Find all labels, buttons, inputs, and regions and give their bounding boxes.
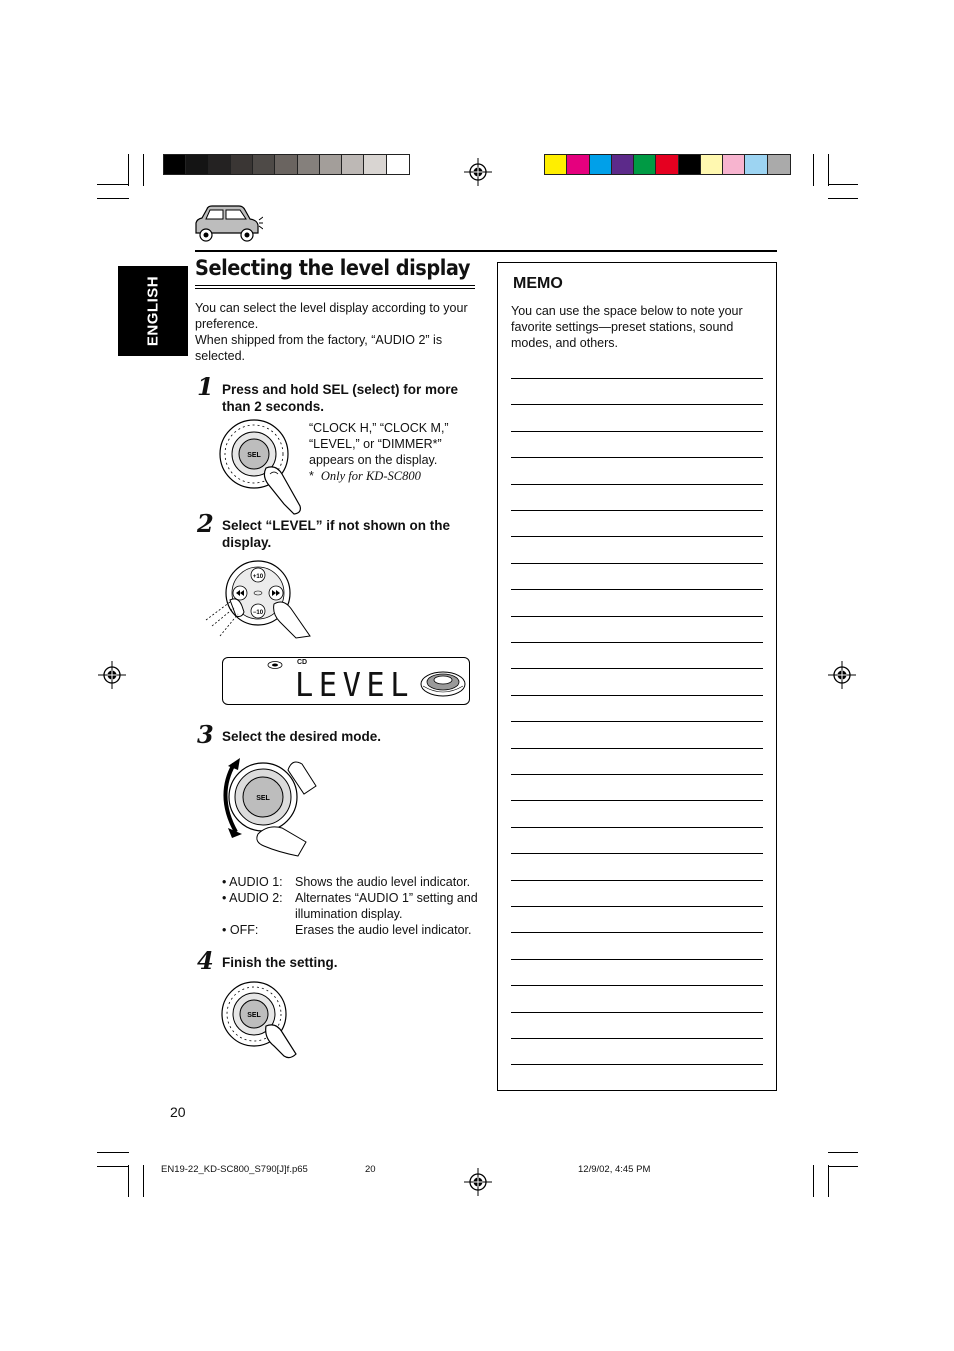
color-swatch — [768, 155, 790, 174]
mode-key: • AUDIO 2: — [222, 891, 283, 905]
mode-item — [222, 922, 480, 938]
grayscale-color-bar — [163, 154, 410, 175]
footer-date: 12/9/02, 4:45 PM — [578, 1164, 651, 1175]
color-swatch — [590, 155, 612, 174]
language-tab-label: ENGLISH — [144, 275, 162, 347]
memo-line — [511, 668, 763, 669]
memo-text: You can use the space below to note your favorite settings—preset stations, sound modes, and others. — [511, 304, 743, 350]
memo-line — [511, 959, 763, 960]
footer-file-name: EN19-22_KD-SC800_S790[J]f.p65 — [161, 1164, 308, 1175]
memo-line — [511, 774, 763, 775]
color-swatch — [275, 155, 297, 174]
registration-mark-top-icon — [464, 158, 492, 186]
intro-line: When shipped from the factory, “AUDIO 2” is selected. — [195, 333, 443, 363]
memo-line — [511, 431, 763, 432]
sel-button-label: SEL — [247, 452, 261, 459]
car-icon — [193, 203, 263, 245]
footnote-mark: * — [309, 469, 314, 483]
memo-line — [511, 457, 763, 458]
color-swatch — [745, 155, 767, 174]
registration-mark-left-icon — [98, 661, 126, 689]
display-cd-indicator: CD — [297, 659, 308, 666]
step-1-number: 1 — [197, 372, 214, 401]
intro-text — [195, 300, 480, 364]
memo-line — [511, 906, 763, 907]
footnote-text: Only for KD-SC800 — [320, 469, 421, 483]
step-1-text: Press and hold SEL (select) for more than 2 seconds. — [222, 382, 459, 414]
color-swatch — [387, 155, 409, 174]
sel-button-label: SEL — [247, 1012, 261, 1019]
step-1-footnote — [309, 468, 479, 484]
memo-line — [511, 404, 763, 405]
registration-mark-right-icon — [828, 661, 856, 689]
display-level-text: LEVEL — [295, 665, 414, 704]
language-tab — [118, 266, 188, 356]
step-3-text: Select the desired mode. — [222, 729, 382, 744]
color-swatch — [164, 155, 186, 174]
color-swatch — [231, 155, 253, 174]
color-swatch — [209, 155, 231, 174]
header-rule — [195, 250, 777, 252]
sel-button-press-illustration — [218, 418, 308, 518]
mode-list — [222, 874, 480, 938]
direction-buttons-illustration — [200, 560, 315, 640]
memo-box — [497, 262, 777, 1091]
memo-line — [511, 1012, 763, 1013]
memo-line — [511, 800, 763, 801]
mode-item — [222, 874, 480, 890]
mode-desc: Alternates “AUDIO 1” setting and illumination display. — [295, 891, 478, 921]
step-4-number: 4 — [197, 946, 214, 975]
memo-line — [511, 563, 763, 564]
display-mode-icon — [267, 660, 287, 670]
page-number: 20 — [170, 1104, 186, 1120]
color-swatch — [634, 155, 656, 174]
memo-line — [511, 589, 763, 590]
mode-item — [222, 890, 480, 922]
memo-line — [511, 616, 763, 617]
memo-title: MEMO — [513, 275, 563, 292]
sel-dial-rotate-illustration — [218, 756, 323, 858]
memo-line — [511, 536, 763, 537]
color-swatch — [567, 155, 589, 174]
process-color-bar — [544, 154, 791, 175]
memo-line — [511, 827, 763, 828]
color-swatch — [186, 155, 208, 174]
title-underline-secondary — [195, 288, 475, 289]
plus10-label: +10 — [252, 574, 264, 580]
color-swatch — [545, 155, 567, 174]
sel-button-press-final-illustration — [218, 980, 308, 1060]
mode-key: • OFF: — [222, 923, 259, 937]
step-4-text: Finish the setting. — [222, 955, 338, 970]
step-2-text: Select “LEVEL” if not shown on the display. — [222, 518, 451, 550]
color-swatch — [342, 155, 364, 174]
lcd-display — [222, 657, 470, 705]
color-swatch — [298, 155, 320, 174]
memo-line — [511, 853, 763, 854]
color-swatch — [612, 155, 634, 174]
mode-key: • AUDIO 1: — [222, 875, 283, 889]
color-swatch — [253, 155, 275, 174]
intro-line: You can select the level display according to your preference. — [195, 301, 468, 331]
mode-desc: Erases the audio level indicator. — [295, 923, 472, 937]
display-disc-icon — [419, 668, 467, 698]
memo-line — [511, 985, 763, 986]
footer-page: 20 — [365, 1164, 376, 1175]
memo-line — [511, 510, 763, 511]
memo-line — [511, 695, 763, 696]
step-2-number: 2 — [197, 509, 214, 538]
memo-line — [511, 484, 763, 485]
color-swatch — [364, 155, 386, 174]
memo-line — [511, 1064, 763, 1065]
mode-desc: Shows the audio level indicator. — [295, 875, 471, 889]
sel-dial-label: SEL — [256, 795, 270, 802]
memo-line — [511, 642, 763, 643]
color-swatch — [320, 155, 342, 174]
memo-line — [511, 721, 763, 722]
page-title: Selecting the level display — [195, 256, 470, 280]
title-underline — [195, 285, 475, 286]
memo-line — [511, 932, 763, 933]
color-swatch — [656, 155, 678, 174]
registration-mark-bottom-icon — [464, 1168, 492, 1196]
minus10-label: −10 — [252, 610, 264, 616]
step-1-note: “CLOCK H,” “CLOCK M,” “LEVEL,” or “DIMMER*” appears on the display. — [309, 421, 449, 467]
memo-line — [511, 378, 763, 379]
color-swatch — [679, 155, 701, 174]
memo-line — [511, 1038, 763, 1039]
color-swatch — [701, 155, 723, 174]
memo-line — [511, 748, 763, 749]
step-3-number: 3 — [197, 720, 214, 749]
memo-line — [511, 880, 763, 881]
color-swatch — [723, 155, 745, 174]
